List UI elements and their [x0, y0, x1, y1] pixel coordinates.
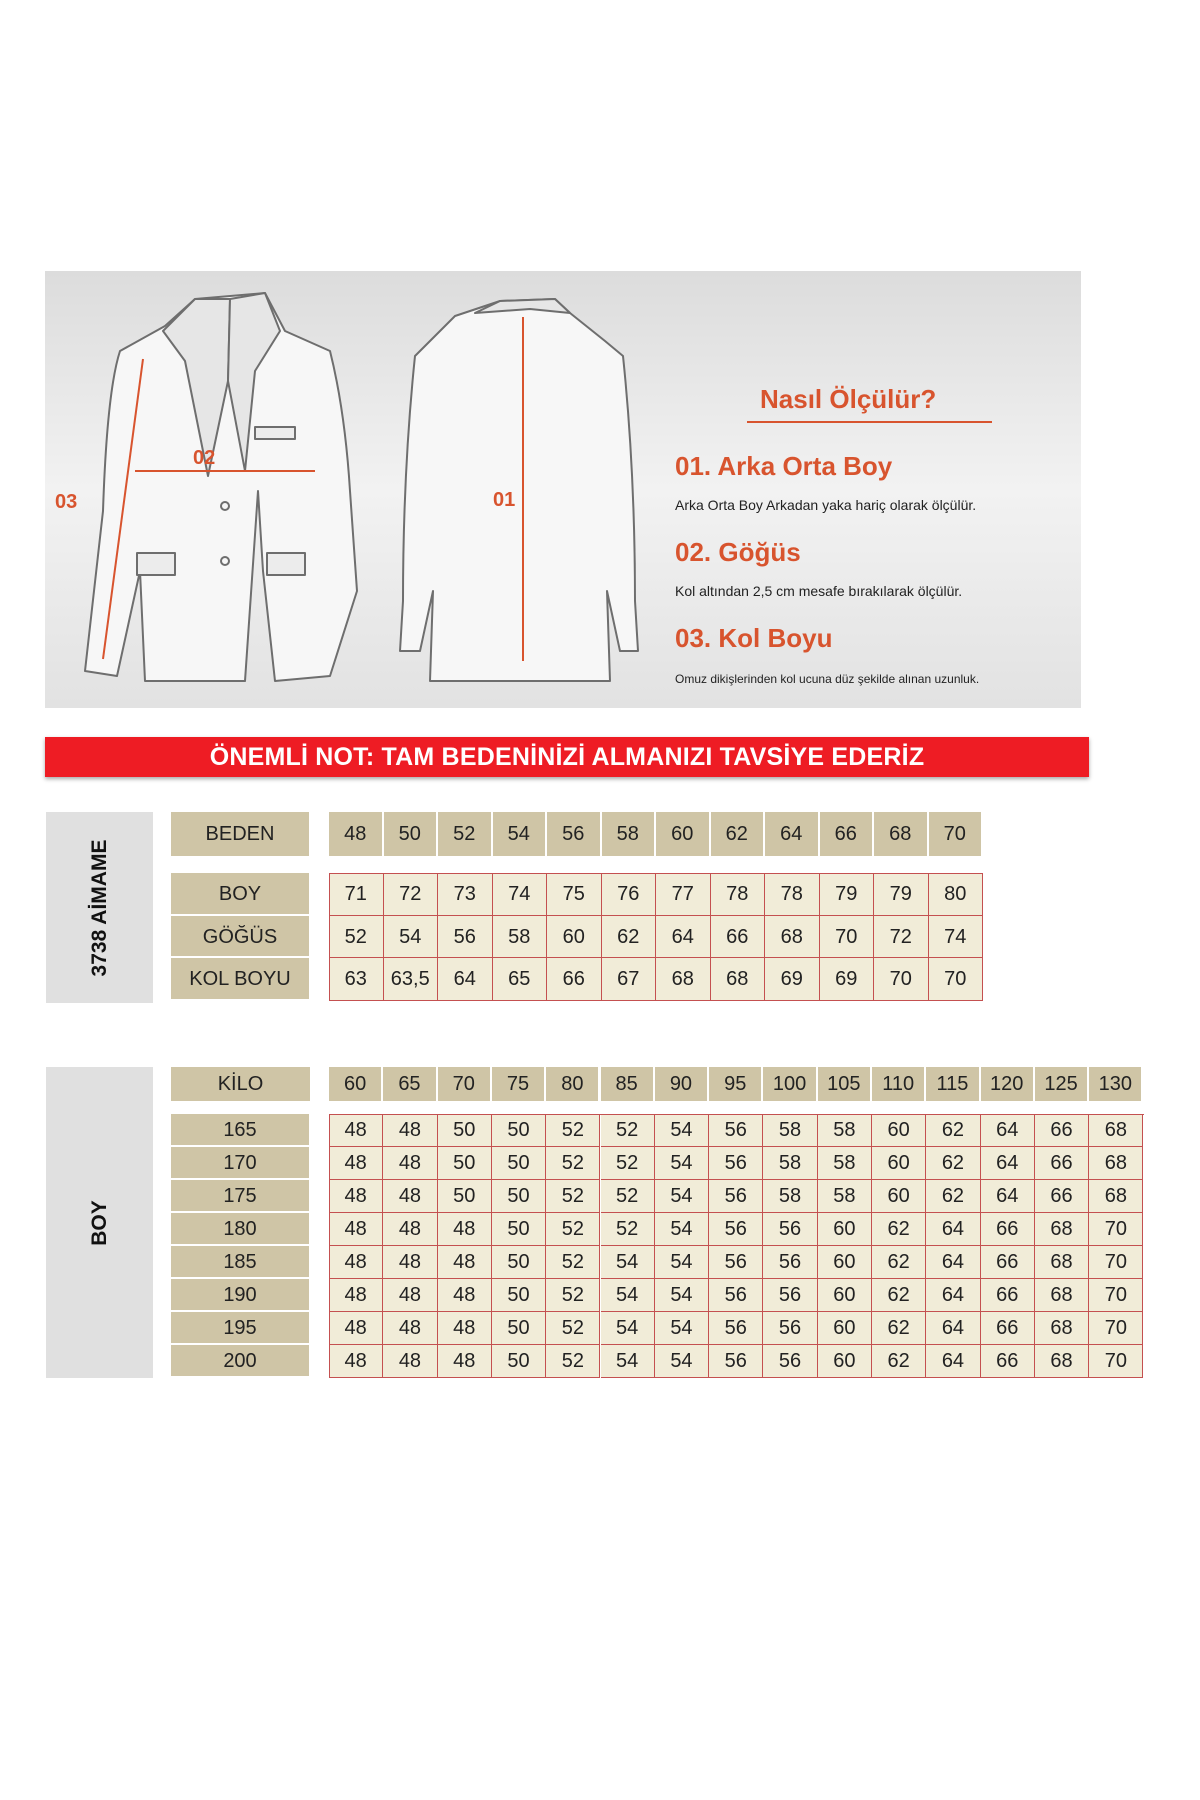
size-cell: 79 [874, 873, 929, 916]
fit-cell: 58 [763, 1180, 817, 1213]
size-cell: 56 [438, 916, 493, 959]
fit-cell: 62 [872, 1213, 926, 1246]
fit-cell: 52 [546, 1114, 600, 1147]
fit-cell: 52 [601, 1213, 655, 1246]
weight-header-cell: 65 [383, 1067, 437, 1101]
fit-cell: 60 [818, 1312, 872, 1345]
fit-cell: 58 [818, 1180, 872, 1213]
size-header-cell: 56 [547, 812, 602, 856]
how-to-measure [675, 271, 1075, 708]
size-cell: 73 [438, 873, 493, 916]
size-cell: 66 [711, 916, 766, 959]
size-header-cell: 52 [438, 812, 493, 856]
model-code: 3738 AİMAME [87, 839, 111, 976]
size-cell: 72 [874, 916, 929, 959]
fit-cell: 56 [709, 1147, 763, 1180]
fit-cell: 48 [329, 1180, 383, 1213]
size-cell: 64 [656, 916, 711, 959]
fit-cell: 48 [438, 1345, 492, 1378]
fit-cell: 54 [601, 1246, 655, 1279]
fit-cell: 70 [1089, 1279, 1143, 1312]
weight-header-cell: 85 [601, 1067, 655, 1101]
weight-header-cell: 120 [981, 1067, 1035, 1101]
fit-cell: 52 [546, 1180, 600, 1213]
fit-cell: 54 [655, 1180, 709, 1213]
fit-cell: 64 [926, 1213, 980, 1246]
size-cell: 68 [711, 958, 766, 1001]
fit-cell: 52 [601, 1114, 655, 1147]
fit-cell: 70 [1089, 1312, 1143, 1345]
fit-cell: 48 [438, 1279, 492, 1312]
fit-cell: 56 [763, 1246, 817, 1279]
size-cell: 63,5 [384, 958, 439, 1001]
size-header-cell: 48 [329, 812, 384, 856]
size-header-cell: 50 [384, 812, 439, 856]
fit-cell: 60 [872, 1180, 926, 1213]
fit-cell: 50 [438, 1114, 492, 1147]
fit-cell: 50 [438, 1180, 492, 1213]
size-cell: 76 [602, 873, 657, 916]
fit-cell: 48 [438, 1312, 492, 1345]
fit-cell: 52 [546, 1246, 600, 1279]
fit-cell: 54 [655, 1114, 709, 1147]
fit-cell: 52 [546, 1345, 600, 1378]
fit-cell: 56 [709, 1279, 763, 1312]
fit-cell: 62 [872, 1279, 926, 1312]
height-row-label: 200 [171, 1345, 309, 1378]
fit-cell: 52 [546, 1312, 600, 1345]
size-cell: 79 [820, 873, 875, 916]
fit-cell: 54 [655, 1147, 709, 1180]
fit-cell: 68 [1035, 1246, 1089, 1279]
height-row-label: 195 [171, 1312, 309, 1345]
fit-cell: 68 [1089, 1180, 1143, 1213]
fit-cell: 50 [492, 1312, 546, 1345]
weight-header-cell: 110 [872, 1067, 926, 1101]
size-cell: 63 [329, 958, 384, 1001]
fit-cell: 48 [383, 1279, 437, 1312]
fit-cell: 62 [872, 1246, 926, 1279]
height-label: BOY [87, 1199, 111, 1246]
size-cell: 60 [547, 916, 602, 959]
size-row-label: KOL BOYU [171, 958, 309, 1001]
fit-cell: 56 [763, 1312, 817, 1345]
fit-cell: 48 [383, 1147, 437, 1180]
fit-cell: 56 [763, 1213, 817, 1246]
sleeve-marker: 03 [55, 491, 78, 513]
fit-cell: 48 [383, 1114, 437, 1147]
back-length-marker: 01 [493, 489, 516, 511]
size-cell: 67 [602, 958, 657, 1001]
step-1-text: Arka Orta Boy Arkadan yaka hariç olarak ölçülür. [675, 497, 977, 513]
step-1-heading: 01. Arka Orta Boy [675, 451, 893, 481]
fit-cell: 48 [329, 1279, 383, 1312]
size-cell: 74 [929, 916, 984, 959]
fit-cell: 52 [601, 1180, 655, 1213]
fit-cell: 60 [818, 1246, 872, 1279]
how-to-title: Nasıl Ölçülür? [760, 384, 937, 414]
fit-cell: 54 [601, 1312, 655, 1345]
fit-header-label: KİLO [171, 1067, 310, 1101]
fit-cell: 52 [546, 1213, 600, 1246]
size-cell: 65 [493, 958, 548, 1001]
fit-cell: 50 [492, 1147, 546, 1180]
weight-header-cell: 70 [438, 1067, 492, 1101]
weight-header-cell: 125 [1035, 1067, 1089, 1101]
fit-table-side-label [46, 1067, 153, 1378]
fit-cell: 54 [655, 1345, 709, 1378]
fit-cell: 56 [763, 1279, 817, 1312]
size-header-cell: 62 [711, 812, 766, 856]
fit-cell: 68 [1089, 1114, 1143, 1147]
fit-cell: 66 [1035, 1114, 1089, 1147]
fit-cell: 70 [1089, 1345, 1143, 1378]
fit-cell: 48 [329, 1345, 383, 1378]
fit-cell: 62 [926, 1114, 980, 1147]
step-2-heading: 02. Göğüs [675, 537, 801, 567]
size-row-label: GÖĞÜS [171, 916, 309, 959]
step-2-text: Kol altından 2,5 cm mesafe bırakılarak ölçülür. [675, 583, 963, 599]
weight-header-cell: 95 [709, 1067, 763, 1101]
fit-cell: 56 [763, 1345, 817, 1378]
size-cell: 78 [765, 873, 820, 916]
fit-cell: 64 [926, 1312, 980, 1345]
fit-cell: 64 [981, 1180, 1035, 1213]
fit-cell: 66 [981, 1345, 1035, 1378]
size-table-side-label [46, 812, 153, 1003]
size-cell: 58 [493, 916, 548, 959]
fit-cell: 66 [981, 1213, 1035, 1246]
fit-cell: 48 [438, 1213, 492, 1246]
important-note-banner: ÖNEMLİ NOT: TAM BEDENİNİZİ ALMANIZI TAVSİYE EDERİZ [45, 737, 1089, 777]
fit-cell: 52 [601, 1147, 655, 1180]
fit-cell: 64 [926, 1345, 980, 1378]
fit-cell: 62 [926, 1180, 980, 1213]
fit-cell: 48 [383, 1345, 437, 1378]
fit-cell: 68 [1089, 1147, 1143, 1180]
fit-cell: 56 [709, 1213, 763, 1246]
fit-cell: 48 [383, 1312, 437, 1345]
size-cell: 66 [547, 958, 602, 1001]
size-header-cell: 64 [765, 812, 820, 856]
fit-cell: 66 [981, 1312, 1035, 1345]
fit-cell: 68 [1035, 1312, 1089, 1345]
fit-cell: 62 [926, 1147, 980, 1180]
fit-cell: 60 [872, 1114, 926, 1147]
fit-cell: 66 [981, 1246, 1035, 1279]
title-underline [747, 421, 992, 423]
fit-cell: 52 [546, 1147, 600, 1180]
fit-cell: 50 [438, 1147, 492, 1180]
size-header-cell: 54 [493, 812, 548, 856]
fit-cell: 66 [1035, 1147, 1089, 1180]
fit-cell: 66 [981, 1279, 1035, 1312]
fit-cell: 56 [709, 1246, 763, 1279]
fit-cell: 56 [709, 1114, 763, 1147]
weight-header-cell: 90 [655, 1067, 709, 1101]
fit-cell: 58 [763, 1147, 817, 1180]
weight-header-cell: 100 [763, 1067, 817, 1101]
fit-cell: 64 [981, 1147, 1035, 1180]
fit-cell: 68 [1035, 1345, 1089, 1378]
height-row-label: 185 [171, 1246, 309, 1279]
fit-cell: 48 [383, 1213, 437, 1246]
fit-cell: 70 [1089, 1246, 1143, 1279]
weight-header-cell: 115 [926, 1067, 980, 1101]
fit-cell: 56 [709, 1345, 763, 1378]
fit-cell: 66 [1035, 1180, 1089, 1213]
fit-cell: 58 [818, 1147, 872, 1180]
measuring-guide [45, 271, 1081, 708]
chest-marker: 02 [193, 447, 216, 469]
fit-cell: 58 [818, 1114, 872, 1147]
fit-cell: 54 [601, 1279, 655, 1312]
fit-cell: 64 [926, 1246, 980, 1279]
fit-cell: 48 [329, 1114, 383, 1147]
size-cell: 75 [547, 873, 602, 916]
size-header-label: BEDEN [171, 812, 309, 856]
fit-cell: 48 [329, 1147, 383, 1180]
size-row-label: BOY [171, 873, 309, 916]
size-cell: 70 [874, 958, 929, 1001]
height-row-label: 170 [171, 1147, 309, 1180]
size-cell: 62 [602, 916, 657, 959]
fit-cell: 48 [329, 1312, 383, 1345]
fit-cell: 54 [655, 1279, 709, 1312]
weight-header-cell: 105 [818, 1067, 872, 1101]
size-cell: 71 [329, 873, 384, 916]
fit-cell: 50 [492, 1246, 546, 1279]
fit-cell: 60 [818, 1279, 872, 1312]
size-cell: 64 [438, 958, 493, 1001]
step-3-text: Omuz dikişlerinden kol ucuna düz şekilde alınan uzunluk. [675, 672, 980, 686]
fit-cell: 50 [492, 1345, 546, 1378]
size-cell: 80 [929, 873, 984, 916]
size-header-cell: 68 [874, 812, 929, 856]
fit-cell: 60 [818, 1345, 872, 1378]
size-cell: 52 [329, 916, 384, 959]
step-3-heading: 03. Kol Boyu [675, 623, 833, 653]
fit-cell: 70 [1089, 1213, 1143, 1246]
size-cell: 72 [384, 873, 439, 916]
fit-cell: 64 [981, 1114, 1035, 1147]
size-cell: 70 [929, 958, 984, 1001]
fit-cell: 56 [709, 1312, 763, 1345]
fit-cell: 50 [492, 1279, 546, 1312]
size-header-cell: 60 [656, 812, 711, 856]
size-header-cell: 70 [929, 812, 984, 856]
height-row-label: 165 [171, 1114, 309, 1147]
size-cell: 78 [711, 873, 766, 916]
fit-cell: 48 [383, 1246, 437, 1279]
fit-cell: 62 [872, 1345, 926, 1378]
fit-cell: 52 [546, 1279, 600, 1312]
size-cell: 74 [493, 873, 548, 916]
size-cell: 54 [384, 916, 439, 959]
fit-cell: 58 [763, 1114, 817, 1147]
fit-cell: 48 [438, 1246, 492, 1279]
weight-header-cell: 75 [492, 1067, 546, 1101]
weight-header-cell: 60 [329, 1067, 383, 1101]
fit-cell: 56 [709, 1180, 763, 1213]
fit-cell: 60 [818, 1213, 872, 1246]
fit-cell: 48 [329, 1213, 383, 1246]
fit-cell: 68 [1035, 1279, 1089, 1312]
fit-cell: 64 [926, 1279, 980, 1312]
height-row-label: 175 [171, 1180, 309, 1213]
size-cell: 68 [765, 916, 820, 959]
weight-header-cell: 80 [546, 1067, 600, 1101]
fit-cell: 54 [655, 1213, 709, 1246]
size-header-cell: 58 [602, 812, 657, 856]
fit-cell: 62 [872, 1312, 926, 1345]
fit-cell: 60 [872, 1147, 926, 1180]
height-row-label: 180 [171, 1213, 309, 1246]
size-cell: 69 [820, 958, 875, 1001]
fit-cell: 50 [492, 1180, 546, 1213]
height-row-label: 190 [171, 1279, 309, 1312]
fit-cell: 48 [329, 1246, 383, 1279]
size-header-cell: 66 [820, 812, 875, 856]
fit-cell: 48 [383, 1180, 437, 1213]
weight-header-cell: 130 [1089, 1067, 1143, 1101]
fit-cell: 68 [1035, 1213, 1089, 1246]
size-cell: 70 [820, 916, 875, 959]
fit-cell: 54 [655, 1246, 709, 1279]
fit-cell: 54 [601, 1345, 655, 1378]
size-cell: 68 [656, 958, 711, 1001]
size-cell: 69 [765, 958, 820, 1001]
fit-cell: 54 [655, 1312, 709, 1345]
fit-cell: 50 [492, 1213, 546, 1246]
size-cell: 77 [656, 873, 711, 916]
fit-cell: 50 [492, 1114, 546, 1147]
